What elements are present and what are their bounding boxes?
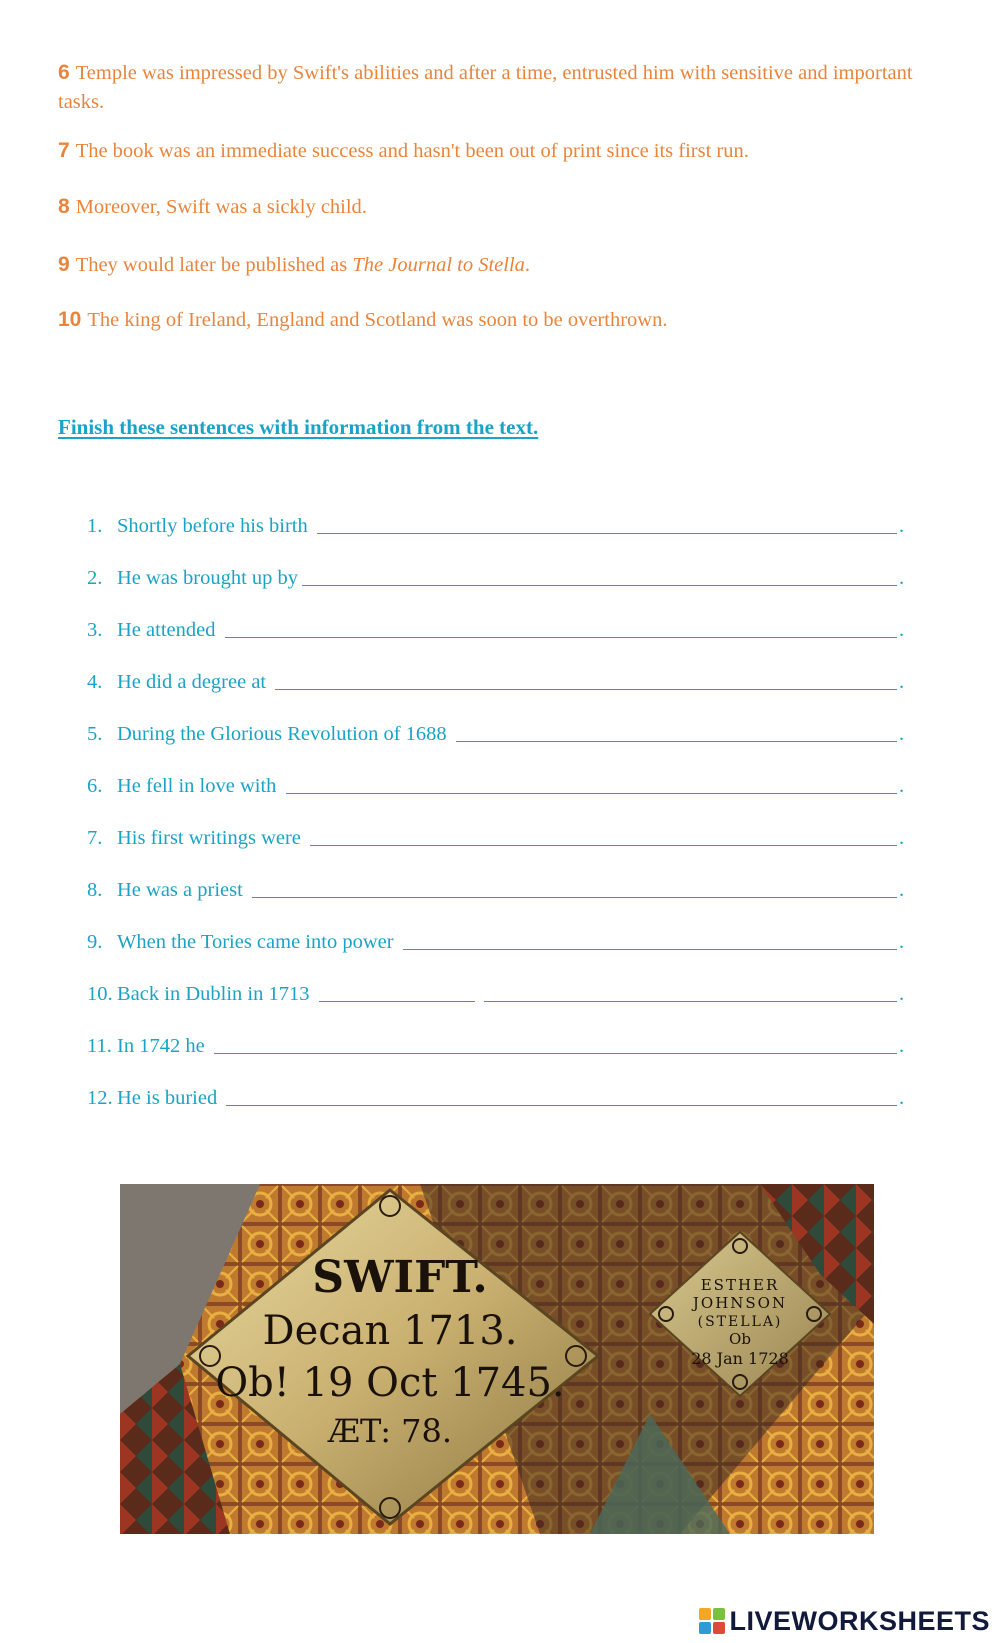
item-number: 9. (87, 931, 103, 953)
exercise-item-4 (87, 664, 907, 694)
exercise-item-1 (87, 508, 907, 538)
statement-8 (58, 192, 938, 222)
item-period: . (899, 1087, 905, 1109)
answer-blank[interactable] (286, 792, 897, 794)
liveworksheets-icon (699, 1608, 725, 1634)
plaque-stella-line3: (STELLA) (697, 1314, 783, 1330)
plaque-swift-line1: SWIFT. (312, 1252, 488, 1303)
tomb-photo-image (120, 1184, 874, 1534)
exercise-heading: Finish these sentences with information from the text. (58, 415, 539, 439)
statement-text: Temple was impressed by Swift's abilities and after a time, entrusted him with sensitive and important tasks. (58, 62, 913, 113)
plaque-stella-line5: 28 Jan 1728 (691, 1349, 789, 1368)
tomb-plaques-photo (120, 1184, 874, 1534)
statement-10 (58, 305, 938, 335)
plaque-swift-line4: ÆT: 78. (327, 1412, 453, 1450)
item-number: 11. (87, 1035, 112, 1057)
answer-blank[interactable] (403, 948, 897, 950)
exercise-item-3 (87, 612, 907, 642)
answer-blank[interactable] (275, 688, 897, 690)
item-prompt: When the Tories came into power (117, 931, 399, 953)
statement-text: The king of Ireland, England and Scotland was soon to be overthrown. (87, 309, 668, 331)
answer-blank[interactable] (456, 740, 897, 742)
item-number: 2. (87, 567, 103, 589)
item-period: . (899, 983, 905, 1005)
exercise-item-9 (87, 924, 907, 954)
answer-blank[interactable] (252, 896, 897, 898)
item-number: 10. (87, 983, 113, 1005)
item-period: . (899, 619, 905, 641)
statement-text: Moreover, Swift was a sickly child. (75, 196, 367, 218)
answer-blank[interactable] (226, 1104, 897, 1106)
item-prompt: He fell in love with (117, 775, 282, 797)
book-title: The Journal to Stella (352, 254, 525, 276)
item-period: . (899, 671, 905, 693)
item-prompt: He did a degree at (117, 671, 272, 693)
statement-text: The book was an immediate success and hasn't been out of print since its first run. (75, 140, 749, 162)
item-prompt: His first writings were (117, 827, 307, 849)
item-prompt: During the Glorious Revolution of 1688 (117, 723, 452, 745)
statement-7 (58, 136, 938, 166)
statement-6 (58, 58, 938, 117)
exercise-item-2 (87, 560, 907, 590)
item-period: . (899, 1035, 905, 1057)
item-period: . (899, 775, 905, 797)
item-period: . (899, 827, 905, 849)
item-period: . (899, 515, 905, 537)
statement-number: 7 (58, 139, 70, 162)
item-prompt: Shortly before his birth (117, 515, 313, 537)
exercise-item-11 (87, 1028, 907, 1058)
plaque-swift-line2: Decan 1713. (262, 1308, 518, 1354)
item-number: 8. (87, 879, 103, 901)
item-prompt: He was brought up by (117, 567, 299, 589)
exercise-item-10 (87, 976, 907, 1006)
exercise-item-7 (87, 820, 907, 850)
item-period: . (899, 723, 905, 745)
statement-number: 6 (58, 61, 70, 84)
exercise-item-8 (87, 872, 907, 902)
item-prompt: He was a priest (117, 879, 248, 901)
item-prompt: Back in Dublin in 1713 (117, 983, 315, 1005)
statement-number: 9 (58, 253, 70, 276)
item-period: . (899, 879, 905, 901)
liveworksheets-logo (699, 1604, 990, 1638)
plaque-swift-line3: Ob! 19 Oct 1745. (215, 1360, 565, 1406)
item-prompt: He is buried (117, 1087, 223, 1109)
plaque-stella-line2: JOHNSON (692, 1294, 788, 1312)
answer-blank[interactable] (317, 532, 897, 534)
item-number: 4. (87, 671, 103, 693)
exercise-item-12 (87, 1080, 907, 1110)
statement-9 (58, 250, 938, 280)
item-period: . (899, 567, 905, 589)
answer-blank-short[interactable] (319, 1000, 475, 1002)
item-number: 5. (87, 723, 103, 745)
item-period: . (899, 931, 905, 953)
item-number: 12. (87, 1087, 113, 1109)
answer-blank[interactable] (310, 844, 897, 846)
answer-blank[interactable] (302, 584, 897, 586)
item-number: 3. (87, 619, 103, 641)
item-number: 6. (87, 775, 103, 797)
answer-blank[interactable] (484, 1000, 897, 1002)
answer-blank[interactable] (225, 636, 897, 638)
answer-blank[interactable] (214, 1052, 897, 1054)
statement-number: 8 (58, 195, 70, 218)
item-prompt: He attended (117, 619, 221, 641)
exercise-item-6 (87, 768, 907, 798)
plaque-stella-line1: ESTHER (700, 1276, 780, 1294)
statement-number: 10 (58, 308, 82, 331)
item-number: 7. (87, 827, 103, 849)
item-number: 1. (87, 515, 103, 537)
statement-text-after: . (524, 254, 531, 276)
statement-text-before: They would later be published as (75, 254, 353, 276)
logo-text: LIVEWORKSHEETS (729, 1605, 990, 1636)
item-prompt: In 1742 he (117, 1035, 210, 1057)
plaque-stella-line4: Ob (729, 1330, 751, 1348)
exercise-item-5 (87, 716, 907, 746)
